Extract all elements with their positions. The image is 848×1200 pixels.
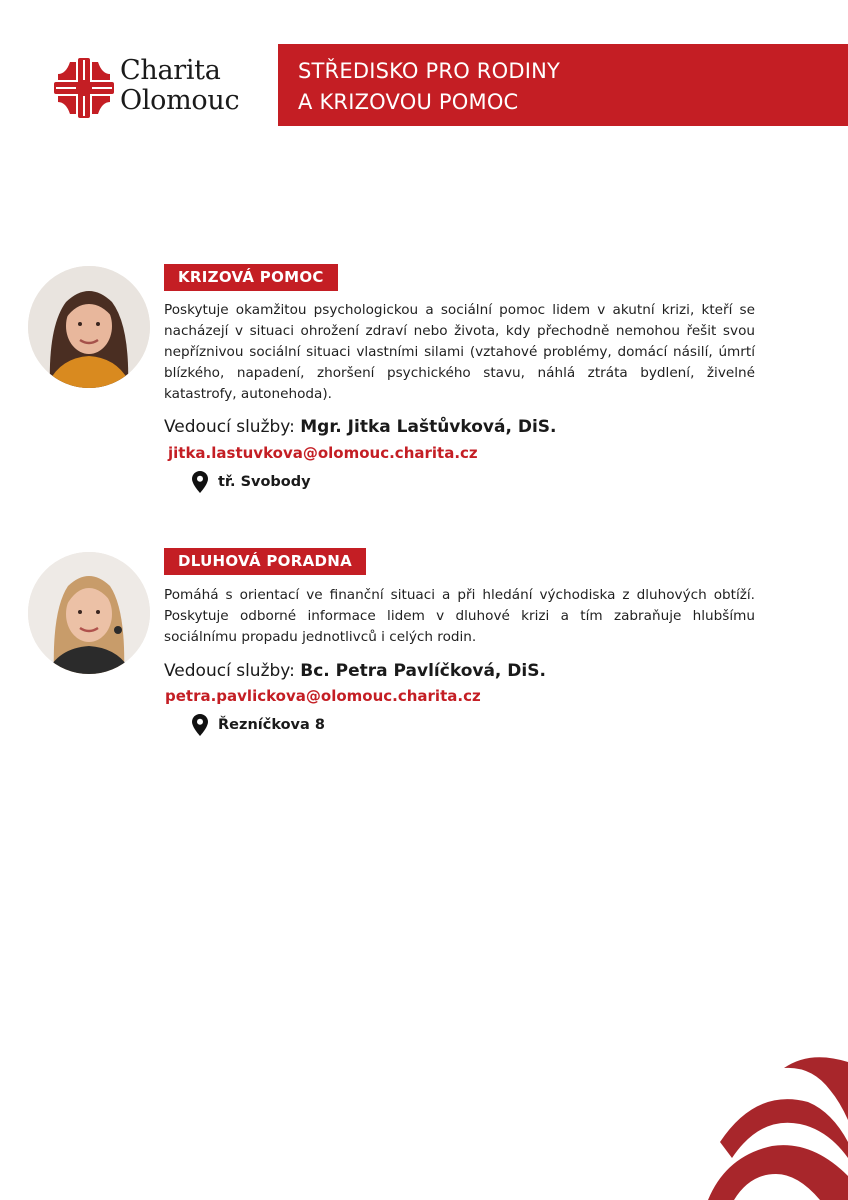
service-email-link[interactable]: jitka.lastuvkova@olomouc.charita.cz [168,444,478,462]
service-lead-label: Vedoucí služby: [164,661,295,681]
logo-line-1: Charita [120,55,221,86]
service-lead [164,659,546,683]
service-lead-name: Bc. Petra Pavlíčková, DiS. [300,661,546,681]
service-description: Poskytuje okamžitou psychologickou a sociální pomoc lidem v akutní krizi, kteří se nacházejí v situaci ohrožení zdraví nebo života, kdy přechodně nemohou řešit svou nepříznivou sociální situaci vlastními silami (vztahové problémy, domácí násilí, úmrtí blízkého, napadení, zhoršení psychického stavu, náhlá ztráta bydlení, živelné katastrofy, autonehoda). [164,302,755,402]
service-address [192,470,311,494]
page-title-line-2: A KRIZOVOU POMOC [298,90,519,114]
service-address-text: tř. Svobody [218,474,311,490]
decorative-swoosh-icon [700,1050,848,1200]
logo-wordmark [120,56,239,116]
page-title [298,56,560,118]
service-address [192,713,325,737]
staff-photo [28,266,150,388]
service-email-link[interactable]: petra.pavlickova@olomouc.charita.cz [165,687,481,705]
charita-cross-icon [54,58,114,118]
header-banner [278,44,848,126]
service-lead-label: Vedoucí služby: [164,417,295,437]
service-address-text: Řezníčkova 8 [218,717,325,733]
person-photo-icon [28,552,150,674]
person-photo-icon [28,266,150,388]
service-tag: DLUHOVÁ PORADNA [164,548,366,575]
staff-photo [28,552,150,674]
page-title-line-1: STŘEDISKO PRO RODINY [298,59,561,83]
service-lead-name: Mgr. Jitka Laštůvková, DiS. [300,417,557,437]
service-tag: KRIZOVÁ POMOC [164,264,338,291]
map-pin-icon [192,471,208,493]
service-lead [164,415,556,439]
map-pin-icon [192,714,208,736]
logo-line-2: Olomouc [120,85,240,116]
service-description: Pomáhá s orientací ve finanční situaci a při hledání východiska z dluhových obtíží. Poskytuje odborné informace lidem v dluhové krizi a tím zabraňuje hlubšímu sociálnímu propadu jednotlivců i celých rodin. [164,587,755,645]
charita-logo [54,56,254,120]
